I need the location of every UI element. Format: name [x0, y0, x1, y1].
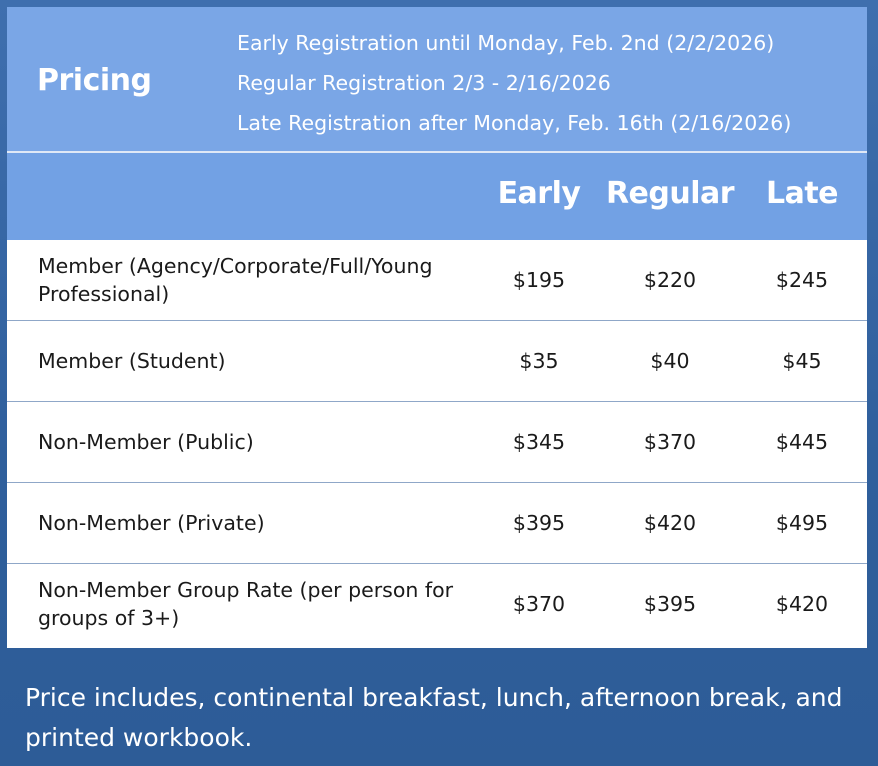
price-regular: $370	[643, 430, 697, 454]
table-row	[7, 321, 867, 402]
early-registration-date: Early Registration until Monday, Feb. 2nd (2/2/2026)	[237, 31, 775, 55]
regular-registration-date: Regular Registration 2/3 - 2/16/2026	[237, 71, 611, 95]
price-early: $395	[512, 511, 566, 535]
registration-dates	[237, 27, 862, 147]
price-late: $445	[775, 430, 829, 454]
price-regular: $220	[643, 268, 697, 292]
price-early: $370	[512, 592, 566, 616]
table-row	[7, 240, 867, 321]
price-early: $35	[519, 349, 559, 373]
row-label: Member (Student)	[38, 349, 226, 373]
price-regular: $40	[650, 349, 690, 373]
price-late: $45	[782, 349, 822, 373]
price-early: $345	[512, 430, 566, 454]
late-registration-date: Late Registration after Monday, Feb. 16th (2/16/2026)	[237, 111, 792, 135]
price-regular: $420	[643, 511, 697, 535]
price-late: $495	[775, 511, 829, 535]
column-header-late: Late	[765, 176, 839, 211]
row-label: Non-Member (Public)	[38, 430, 254, 454]
row-label: Member (Agency/Corporate/Full/Young Professional)	[38, 254, 433, 306]
price-late: $245	[775, 268, 829, 292]
column-header-regular: Regular	[605, 176, 735, 211]
price-regular: $395	[643, 592, 697, 616]
column-header-row	[7, 153, 867, 240]
row-label: Non-Member (Private)	[38, 511, 265, 535]
table-row	[7, 402, 867, 483]
table-row	[7, 483, 867, 564]
price-early: $195	[512, 268, 566, 292]
pricing-header	[7, 7, 867, 153]
column-header-early: Early	[497, 176, 581, 211]
price-includes-note: Price includes, continental breakfast, lunch, afternoon break, and printed workbook.	[25, 683, 843, 752]
table-row	[7, 564, 867, 648]
pricing-title: Pricing	[37, 63, 152, 98]
price-late: $420	[775, 592, 829, 616]
row-label: Non-Member Group Rate (per person for groups of 3+)	[38, 578, 454, 630]
pricing-table	[7, 7, 867, 648]
